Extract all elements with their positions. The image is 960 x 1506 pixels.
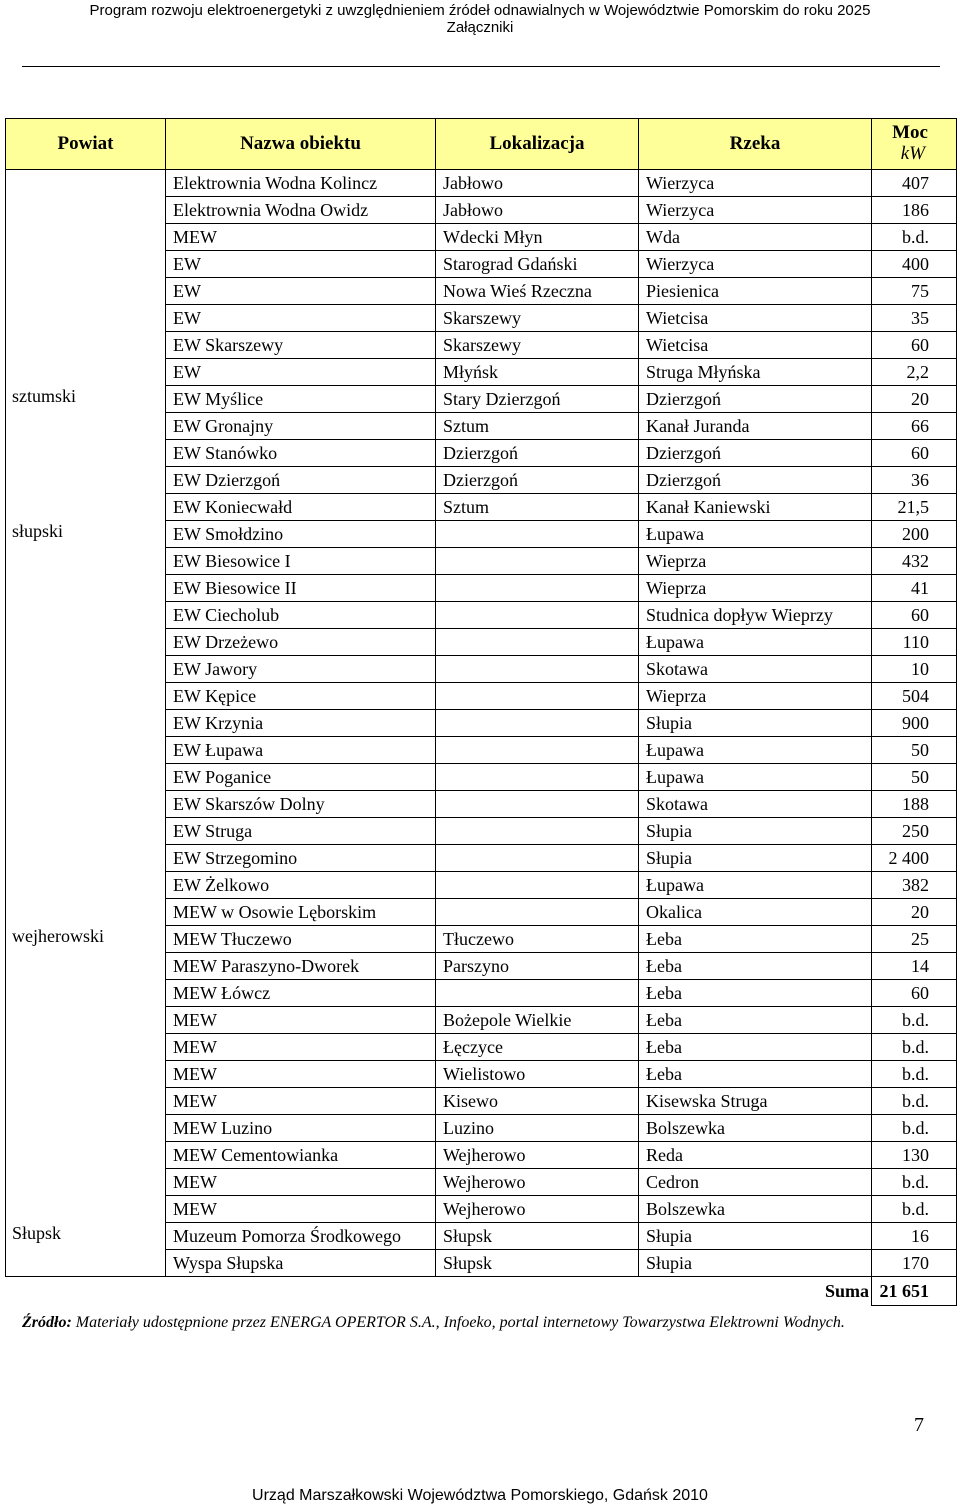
moc-cell: 2 400 bbox=[872, 845, 957, 872]
nazwa-cell: Muzeum Pomorza Środkowego bbox=[166, 1223, 436, 1250]
table-row bbox=[6, 170, 957, 197]
sum-label: Suma bbox=[824, 1280, 869, 1301]
header-nazwa: Nazwa obiektu bbox=[166, 119, 436, 170]
nazwa-cell: EW Biesowice II bbox=[166, 575, 436, 602]
moc-cell: 10 bbox=[872, 656, 957, 683]
table-row bbox=[6, 899, 957, 926]
powiat-cell: słupski bbox=[6, 521, 166, 548]
table-row bbox=[6, 980, 957, 1007]
rzeka-cell: Kisewska Struga bbox=[639, 1088, 872, 1115]
lokalizacja-cell: Skarszewy bbox=[436, 332, 639, 359]
rzeka-cell: Wieprza bbox=[639, 575, 872, 602]
rzeka-cell: Łeba bbox=[639, 926, 872, 953]
rzeka-cell: Wierzyca bbox=[639, 170, 872, 197]
nazwa-cell: EW bbox=[166, 359, 436, 386]
nazwa-cell: MEW bbox=[166, 1169, 436, 1196]
powiat-cell bbox=[6, 1169, 166, 1196]
table-row bbox=[6, 953, 957, 980]
lokalizacja-cell: Dzierzgoń bbox=[436, 440, 639, 467]
table-row bbox=[6, 521, 957, 548]
rzeka-cell: Dzierzgoń bbox=[639, 440, 872, 467]
moc-cell: 60 bbox=[872, 602, 957, 629]
table-row bbox=[6, 494, 957, 521]
moc-cell: 60 bbox=[872, 980, 957, 1007]
powiat-cell bbox=[6, 1007, 166, 1034]
lokalizacja-cell bbox=[436, 791, 639, 818]
moc-cell: 20 bbox=[872, 386, 957, 413]
nazwa-cell: EW Skarszewy bbox=[166, 332, 436, 359]
powiat-cell bbox=[6, 656, 166, 683]
nazwa-cell: MEW Łówcz bbox=[166, 980, 436, 1007]
rzeka-cell: Dzierzgoń bbox=[639, 386, 872, 413]
powiat-cell bbox=[6, 764, 166, 791]
rzeka-cell: Łeba bbox=[639, 1007, 872, 1034]
rzeka-cell: Kanał Juranda bbox=[639, 413, 872, 440]
powiat-cell bbox=[6, 440, 166, 467]
nazwa-cell: EW bbox=[166, 251, 436, 278]
powiat-cell bbox=[6, 1034, 166, 1061]
table-row bbox=[6, 224, 957, 251]
moc-cell: 2,2 bbox=[872, 359, 957, 386]
header-powiat: Powiat bbox=[6, 119, 166, 170]
lokalizacja-cell: Sztum bbox=[436, 494, 639, 521]
moc-cell: 35 bbox=[872, 305, 957, 332]
table-row bbox=[6, 656, 957, 683]
lokalizacja-cell bbox=[436, 899, 639, 926]
rzeka-cell: Skotawa bbox=[639, 791, 872, 818]
table-row bbox=[6, 359, 957, 386]
moc-cell: 400 bbox=[872, 251, 957, 278]
header-moc bbox=[872, 119, 957, 170]
table-row bbox=[6, 278, 957, 305]
table-row bbox=[6, 305, 957, 332]
nazwa-cell: EW Krzynia bbox=[166, 710, 436, 737]
nazwa-cell: EW Kępice bbox=[166, 683, 436, 710]
table-row bbox=[6, 872, 957, 899]
nazwa-cell: EW Struga bbox=[166, 818, 436, 845]
nazwa-cell: MEW bbox=[166, 1007, 436, 1034]
powiat-cell bbox=[6, 575, 166, 602]
rzeka-cell: Reda bbox=[639, 1142, 872, 1169]
powiat-cell bbox=[6, 980, 166, 1007]
lokalizacja-cell bbox=[436, 737, 639, 764]
powiat-cell bbox=[6, 224, 166, 251]
source-label: Źródło: bbox=[22, 1314, 72, 1331]
table-row bbox=[6, 440, 957, 467]
moc-cell: b.d. bbox=[872, 1007, 957, 1034]
rzeka-cell: Skotawa bbox=[639, 656, 872, 683]
table-row bbox=[6, 1250, 957, 1277]
nazwa-cell: MEW bbox=[166, 224, 436, 251]
powiat-cell bbox=[6, 683, 166, 710]
table-row bbox=[6, 1088, 957, 1115]
lokalizacja-cell bbox=[436, 656, 639, 683]
table-row bbox=[6, 1142, 957, 1169]
rzeka-cell: Bolszewka bbox=[639, 1115, 872, 1142]
rzeka-cell: Cedron bbox=[639, 1169, 872, 1196]
rzeka-cell: Łupawa bbox=[639, 872, 872, 899]
table-row bbox=[6, 710, 957, 737]
nazwa-cell: EW Strzegomino bbox=[166, 845, 436, 872]
header-divider bbox=[22, 66, 940, 67]
sum-value: 21 651 bbox=[872, 1277, 957, 1306]
lokalizacja-cell: Słupsk bbox=[436, 1250, 639, 1277]
lokalizacja-cell: Nowa Wieś Rzeczna bbox=[436, 278, 639, 305]
lokalizacja-cell bbox=[436, 845, 639, 872]
powiat-cell bbox=[6, 278, 166, 305]
moc-cell: 504 bbox=[872, 683, 957, 710]
rzeka-cell: Dzierzgoń bbox=[639, 467, 872, 494]
nazwa-cell: EW Koniecwałd bbox=[166, 494, 436, 521]
rzeka-cell: Piesienica bbox=[639, 278, 872, 305]
powiat-cell bbox=[6, 872, 166, 899]
nazwa-cell: MEW Cementowianka bbox=[166, 1142, 436, 1169]
powiat-cell bbox=[6, 710, 166, 737]
moc-cell: 130 bbox=[872, 1142, 957, 1169]
powiat-cell bbox=[6, 494, 166, 521]
moc-cell: 250 bbox=[872, 818, 957, 845]
moc-cell: 50 bbox=[872, 764, 957, 791]
powiat-cell bbox=[6, 953, 166, 980]
table-row bbox=[6, 1034, 957, 1061]
moc-cell: b.d. bbox=[872, 1088, 957, 1115]
lokalizacja-cell: Tłuczewo bbox=[436, 926, 639, 953]
table-row bbox=[6, 548, 957, 575]
powiat-cell: Słupsk bbox=[6, 1223, 166, 1250]
powiat-cell bbox=[6, 737, 166, 764]
moc-cell: 20 bbox=[872, 899, 957, 926]
nazwa-cell: MEW Tłuczewo bbox=[166, 926, 436, 953]
lokalizacja-cell: Wdecki Młyn bbox=[436, 224, 639, 251]
rzeka-cell: Wieprza bbox=[639, 683, 872, 710]
nazwa-cell: EW bbox=[166, 278, 436, 305]
moc-cell: 186 bbox=[872, 197, 957, 224]
lokalizacja-cell bbox=[436, 683, 639, 710]
nazwa-cell: EW Stanówko bbox=[166, 440, 436, 467]
lokalizacja-cell: Słupsk bbox=[436, 1223, 639, 1250]
hydro-plants-table bbox=[5, 118, 957, 1306]
rzeka-cell: Słupia bbox=[639, 1223, 872, 1250]
table-row bbox=[6, 629, 957, 656]
header-moc-label: Moc bbox=[892, 122, 928, 143]
moc-cell: b.d. bbox=[872, 1115, 957, 1142]
document-header-subtitle: Załączniki bbox=[446, 19, 514, 36]
lokalizacja-cell: Parszyno bbox=[436, 953, 639, 980]
rzeka-cell: Wierzyca bbox=[639, 197, 872, 224]
rzeka-cell: Słupia bbox=[639, 1250, 872, 1277]
table-row bbox=[6, 602, 957, 629]
rzeka-cell: Słupia bbox=[639, 818, 872, 845]
nazwa-cell: Elektrownia Wodna Kolincz bbox=[166, 170, 436, 197]
table-row bbox=[6, 1196, 957, 1223]
table-row bbox=[6, 791, 957, 818]
lokalizacja-cell: Bożepole Wielkie bbox=[436, 1007, 639, 1034]
table-row bbox=[6, 575, 957, 602]
rzeka-cell: Łeba bbox=[639, 1061, 872, 1088]
lokalizacja-cell bbox=[436, 764, 639, 791]
lokalizacja-cell: Łęczyce bbox=[436, 1034, 639, 1061]
moc-cell: 407 bbox=[872, 170, 957, 197]
nazwa-cell: EW Jawory bbox=[166, 656, 436, 683]
lokalizacja-cell: Młyńsk bbox=[436, 359, 639, 386]
rzeka-cell: Łeba bbox=[639, 953, 872, 980]
lokalizacja-cell bbox=[436, 521, 639, 548]
nazwa-cell: MEW Paraszyno-Dworek bbox=[166, 953, 436, 980]
moc-cell: 432 bbox=[872, 548, 957, 575]
moc-cell: 110 bbox=[872, 629, 957, 656]
rzeka-cell: Łupawa bbox=[639, 521, 872, 548]
moc-cell: 36 bbox=[872, 467, 957, 494]
powiat-cell bbox=[6, 305, 166, 332]
table-row bbox=[6, 1115, 957, 1142]
table-row bbox=[6, 386, 957, 413]
powiat-cell bbox=[6, 1250, 166, 1277]
table-row bbox=[6, 1223, 957, 1250]
page-number: 7 bbox=[914, 1414, 924, 1436]
powiat-cell: wejherowski bbox=[6, 926, 166, 953]
table-row bbox=[6, 683, 957, 710]
moc-cell: 60 bbox=[872, 332, 957, 359]
rzeka-cell: Studnica dopływ Wieprzy bbox=[639, 602, 872, 629]
lokalizacja-cell: Wielistowo bbox=[436, 1061, 639, 1088]
nazwa-cell: EW Ciecholub bbox=[166, 602, 436, 629]
document-header-title: Program rozwoju elektroenergetyki z uwzględnieniem źródeł odnawialnych w Województwie Pomorskim do roku 2025 bbox=[89, 2, 871, 19]
lokalizacja-cell: Starograd Gdański bbox=[436, 251, 639, 278]
table-row bbox=[6, 845, 957, 872]
powiat-cell bbox=[6, 791, 166, 818]
rzeka-cell: Łupawa bbox=[639, 629, 872, 656]
nazwa-cell: MEW w Osowie Lęborskim bbox=[166, 899, 436, 926]
header-rzeka: Rzeka bbox=[639, 119, 872, 170]
lokalizacja-cell bbox=[436, 602, 639, 629]
document-footer: Urząd Marszałkowski Województwa Pomorskiego, Gdańsk 2010 bbox=[252, 1487, 708, 1504]
lokalizacja-cell: Wejherowo bbox=[436, 1142, 639, 1169]
table-row bbox=[6, 197, 957, 224]
moc-cell: 41 bbox=[872, 575, 957, 602]
nazwa-cell: EW Żelkowo bbox=[166, 872, 436, 899]
rzeka-cell: Struga Młyńska bbox=[639, 359, 872, 386]
powiat-cell bbox=[6, 818, 166, 845]
powiat-cell: sztumski bbox=[6, 386, 166, 413]
lokalizacja-cell: Wejherowo bbox=[436, 1169, 639, 1196]
rzeka-cell: Łupawa bbox=[639, 737, 872, 764]
powiat-cell bbox=[6, 1196, 166, 1223]
moc-cell: b.d. bbox=[872, 1169, 957, 1196]
moc-cell: 170 bbox=[872, 1250, 957, 1277]
moc-cell: b.d. bbox=[872, 1061, 957, 1088]
nazwa-cell: EW Poganice bbox=[166, 764, 436, 791]
table-row bbox=[6, 737, 957, 764]
lokalizacja-cell bbox=[436, 872, 639, 899]
table-row bbox=[6, 413, 957, 440]
moc-cell: 382 bbox=[872, 872, 957, 899]
table-row bbox=[6, 818, 957, 845]
table-row bbox=[6, 1169, 957, 1196]
source-text: Materiały udostępnione przez ENERGA OPERTOR S.A., Infoeko, portal internetowy Towarzystwa Elektrowni Wodnych. bbox=[71, 1314, 845, 1331]
header-moc-unit: kW bbox=[900, 143, 925, 164]
nazwa-cell: EW Myślice bbox=[166, 386, 436, 413]
lokalizacja-cell bbox=[436, 710, 639, 737]
powiat-cell bbox=[6, 1115, 166, 1142]
nazwa-cell: EW Łupawa bbox=[166, 737, 436, 764]
lokalizacja-cell: Skarszewy bbox=[436, 305, 639, 332]
source-note bbox=[22, 1312, 938, 1333]
rzeka-cell: Łeba bbox=[639, 1034, 872, 1061]
rzeka-cell: Wietcisa bbox=[639, 305, 872, 332]
moc-cell: 14 bbox=[872, 953, 957, 980]
lokalizacja-cell bbox=[436, 575, 639, 602]
powiat-cell bbox=[6, 548, 166, 575]
rzeka-cell: Kanał Kaniewski bbox=[639, 494, 872, 521]
powiat-cell bbox=[6, 332, 166, 359]
lokalizacja-cell bbox=[436, 548, 639, 575]
table-row bbox=[6, 251, 957, 278]
sum-row bbox=[6, 1277, 957, 1306]
nazwa-cell: MEW Luzino bbox=[166, 1115, 436, 1142]
powiat-cell bbox=[6, 845, 166, 872]
rzeka-cell: Wietcisa bbox=[639, 332, 872, 359]
rzeka-cell: Słupia bbox=[639, 845, 872, 872]
moc-cell: 50 bbox=[872, 737, 957, 764]
rzeka-cell: Łupawa bbox=[639, 764, 872, 791]
table-row bbox=[6, 1007, 957, 1034]
lokalizacja-cell: Jabłowo bbox=[436, 170, 639, 197]
powiat-cell bbox=[6, 1061, 166, 1088]
table-row bbox=[6, 332, 957, 359]
powiat-cell bbox=[6, 467, 166, 494]
moc-cell: b.d. bbox=[872, 1034, 957, 1061]
lokalizacja-cell bbox=[436, 818, 639, 845]
nazwa-cell: MEW bbox=[166, 1196, 436, 1223]
table-row bbox=[6, 926, 957, 953]
table-header-row bbox=[6, 119, 957, 170]
powiat-cell bbox=[6, 359, 166, 386]
header-lokalizacja: Lokalizacja bbox=[436, 119, 639, 170]
moc-cell: 21,5 bbox=[872, 494, 957, 521]
nazwa-cell: MEW bbox=[166, 1034, 436, 1061]
powiat-cell bbox=[6, 197, 166, 224]
nazwa-cell: EW Smołdzino bbox=[166, 521, 436, 548]
powiat-cell bbox=[6, 629, 166, 656]
lokalizacja-cell: Luzino bbox=[436, 1115, 639, 1142]
moc-cell: 75 bbox=[872, 278, 957, 305]
rzeka-cell: Wda bbox=[639, 224, 872, 251]
nazwa-cell: EW bbox=[166, 305, 436, 332]
lokalizacja-cell: Kisewo bbox=[436, 1088, 639, 1115]
nazwa-cell: EW Biesowice I bbox=[166, 548, 436, 575]
lokalizacja-cell: Jabłowo bbox=[436, 197, 639, 224]
lokalizacja-cell: Dzierzgoń bbox=[436, 467, 639, 494]
rzeka-cell: Wieprza bbox=[639, 548, 872, 575]
powiat-cell bbox=[6, 251, 166, 278]
moc-cell: 900 bbox=[872, 710, 957, 737]
moc-cell: 188 bbox=[872, 791, 957, 818]
nazwa-cell: EW Skarszów Dolny bbox=[166, 791, 436, 818]
table-row bbox=[6, 764, 957, 791]
powiat-cell bbox=[6, 170, 166, 197]
nazwa-cell: EW Dzierzgoń bbox=[166, 467, 436, 494]
rzeka-cell: Bolszewka bbox=[639, 1196, 872, 1223]
rzeka-cell: Łeba bbox=[639, 980, 872, 1007]
lokalizacja-cell bbox=[436, 629, 639, 656]
moc-cell: b.d. bbox=[872, 1196, 957, 1223]
powiat-cell bbox=[6, 602, 166, 629]
moc-cell: 66 bbox=[872, 413, 957, 440]
nazwa-cell: EW Drzeżewo bbox=[166, 629, 436, 656]
moc-cell: 16 bbox=[872, 1223, 957, 1250]
table-row bbox=[6, 467, 957, 494]
moc-cell: 25 bbox=[872, 926, 957, 953]
nazwa-cell: MEW bbox=[166, 1061, 436, 1088]
moc-cell: b.d. bbox=[872, 224, 957, 251]
nazwa-cell: Elektrownia Wodna Owidz bbox=[166, 197, 436, 224]
table-row bbox=[6, 1061, 957, 1088]
rzeka-cell: Słupia bbox=[639, 710, 872, 737]
lokalizacja-cell: Sztum bbox=[436, 413, 639, 440]
powiat-cell bbox=[6, 1142, 166, 1169]
nazwa-cell: MEW bbox=[166, 1088, 436, 1115]
powiat-cell bbox=[6, 899, 166, 926]
lokalizacja-cell bbox=[436, 980, 639, 1007]
moc-cell: 60 bbox=[872, 440, 957, 467]
moc-cell: 200 bbox=[872, 521, 957, 548]
nazwa-cell: Wyspa Słupska bbox=[166, 1250, 436, 1277]
lokalizacja-cell: Wejherowo bbox=[436, 1196, 639, 1223]
powiat-cell bbox=[6, 1088, 166, 1115]
nazwa-cell: EW Gronajny bbox=[166, 413, 436, 440]
lokalizacja-cell: Stary Dzierzgoń bbox=[436, 386, 639, 413]
powiat-cell bbox=[6, 413, 166, 440]
rzeka-cell: Okalica bbox=[639, 899, 872, 926]
rzeka-cell: Wierzyca bbox=[639, 251, 872, 278]
